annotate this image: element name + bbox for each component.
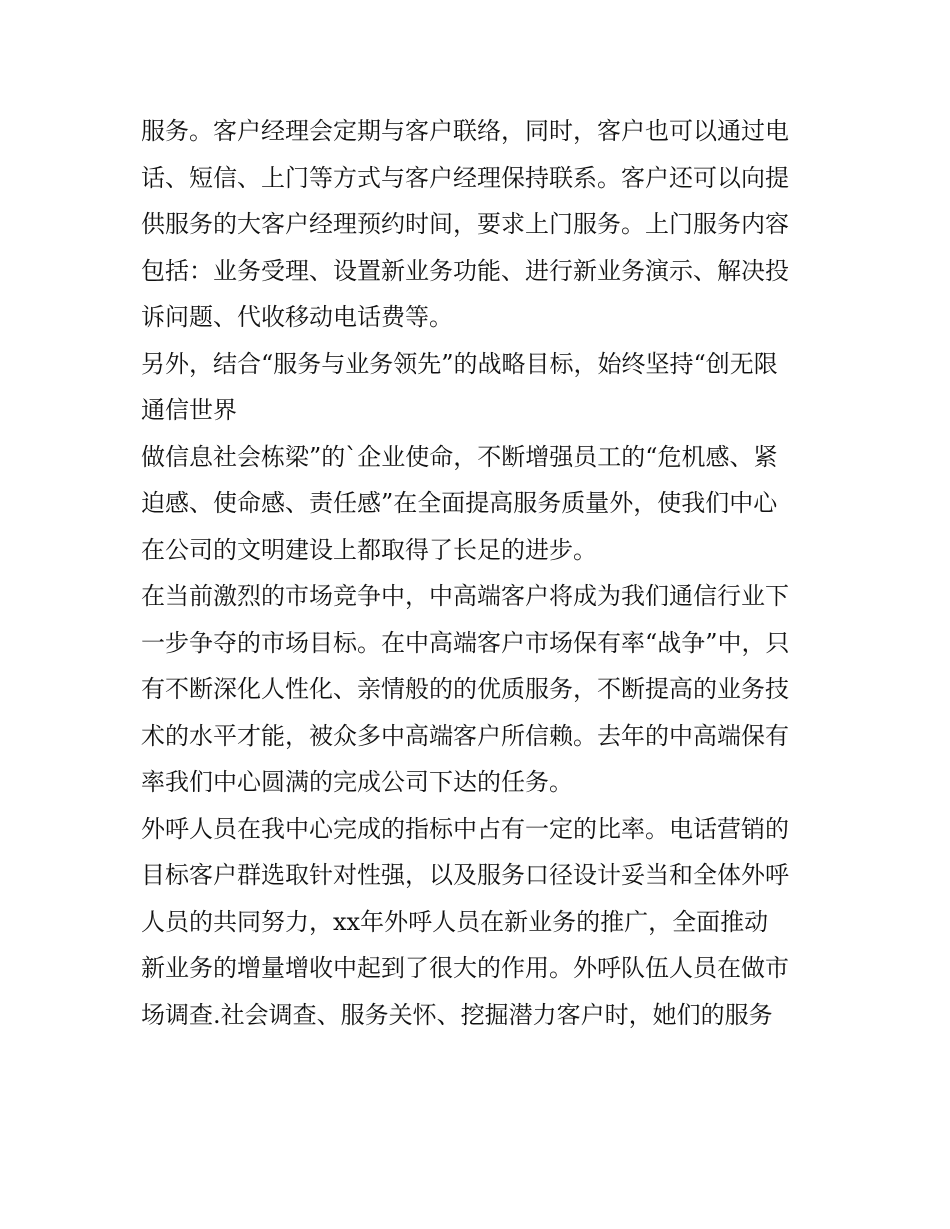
text-line: 诉问题、代收移动电话费等。 <box>141 303 453 331</box>
text-line: 服务。客户经理会定期与客户联络，同时，客户也可以通过电 <box>141 117 789 145</box>
text-line: 率我们中心圆满的完成公司下达的任务。 <box>141 768 573 796</box>
paragraph-2 <box>141 341 831 434</box>
text-line: 场调查.社会调查、服务关怀、挖掘潜力客户时，她们的服务 <box>141 1000 773 1029</box>
text-line: 在当前激烈的市场竞争中，中高端客户将成为我们通信行业下 <box>141 582 789 610</box>
document-body <box>141 108 831 1038</box>
text-line: 有不断深化人性化、亲情般的的优质服务，不断提高的业务技 <box>141 675 789 703</box>
text-line: 通信世界 <box>141 396 237 424</box>
paragraph-3 <box>141 434 831 574</box>
text-line: 外呼人员在我中心完成的指标中占有一定的比率。电话营销的 <box>141 814 789 843</box>
text-line: 人员的共同努力，xx年外呼人员在新业务的推广，全面推动 <box>141 907 769 936</box>
text-line: 话、短信、上门等方式与客户经理保持联系。客户还可以向提 <box>141 163 789 192</box>
text-line: 做信息社会栋梁”的`企业使命，不断增强员工的“危机感、紧 <box>141 442 778 471</box>
text-line: 在公司的文明建设上都取得了长足的进步。 <box>141 535 597 564</box>
text-line: 术的水平才能，被众多中高端客户所信赖。去年的中高端保有 <box>141 721 789 750</box>
paragraph-1 <box>141 108 831 341</box>
text-line: 目标客户群选取针对性强，以及服务口径设计妥当和全体外呼 <box>141 861 789 889</box>
text-line: 新业务的增量增收中起到了很大的作用。外呼队伍人员在做市 <box>141 954 789 982</box>
text-line: 一步争夺的市场目标。在中高端客户市场保有率“战争”中，只 <box>141 628 790 657</box>
text-line: 另外，结合“服务与业务领先”的战略目标，始终坚持“创无限 <box>141 349 778 378</box>
text-line: 供服务的大客户经理预约时间，要求上门服务。上门服务内容 <box>141 210 789 238</box>
text-line: 包括：业务受理、设置新业务功能、进行新业务演示、解决投 <box>141 256 789 285</box>
text-line: 迫感、使命感、责任感”在全面提高服务质量外，使我们中心 <box>141 489 778 517</box>
paragraph-4 <box>141 573 831 806</box>
paragraph-5 <box>141 806 831 1039</box>
